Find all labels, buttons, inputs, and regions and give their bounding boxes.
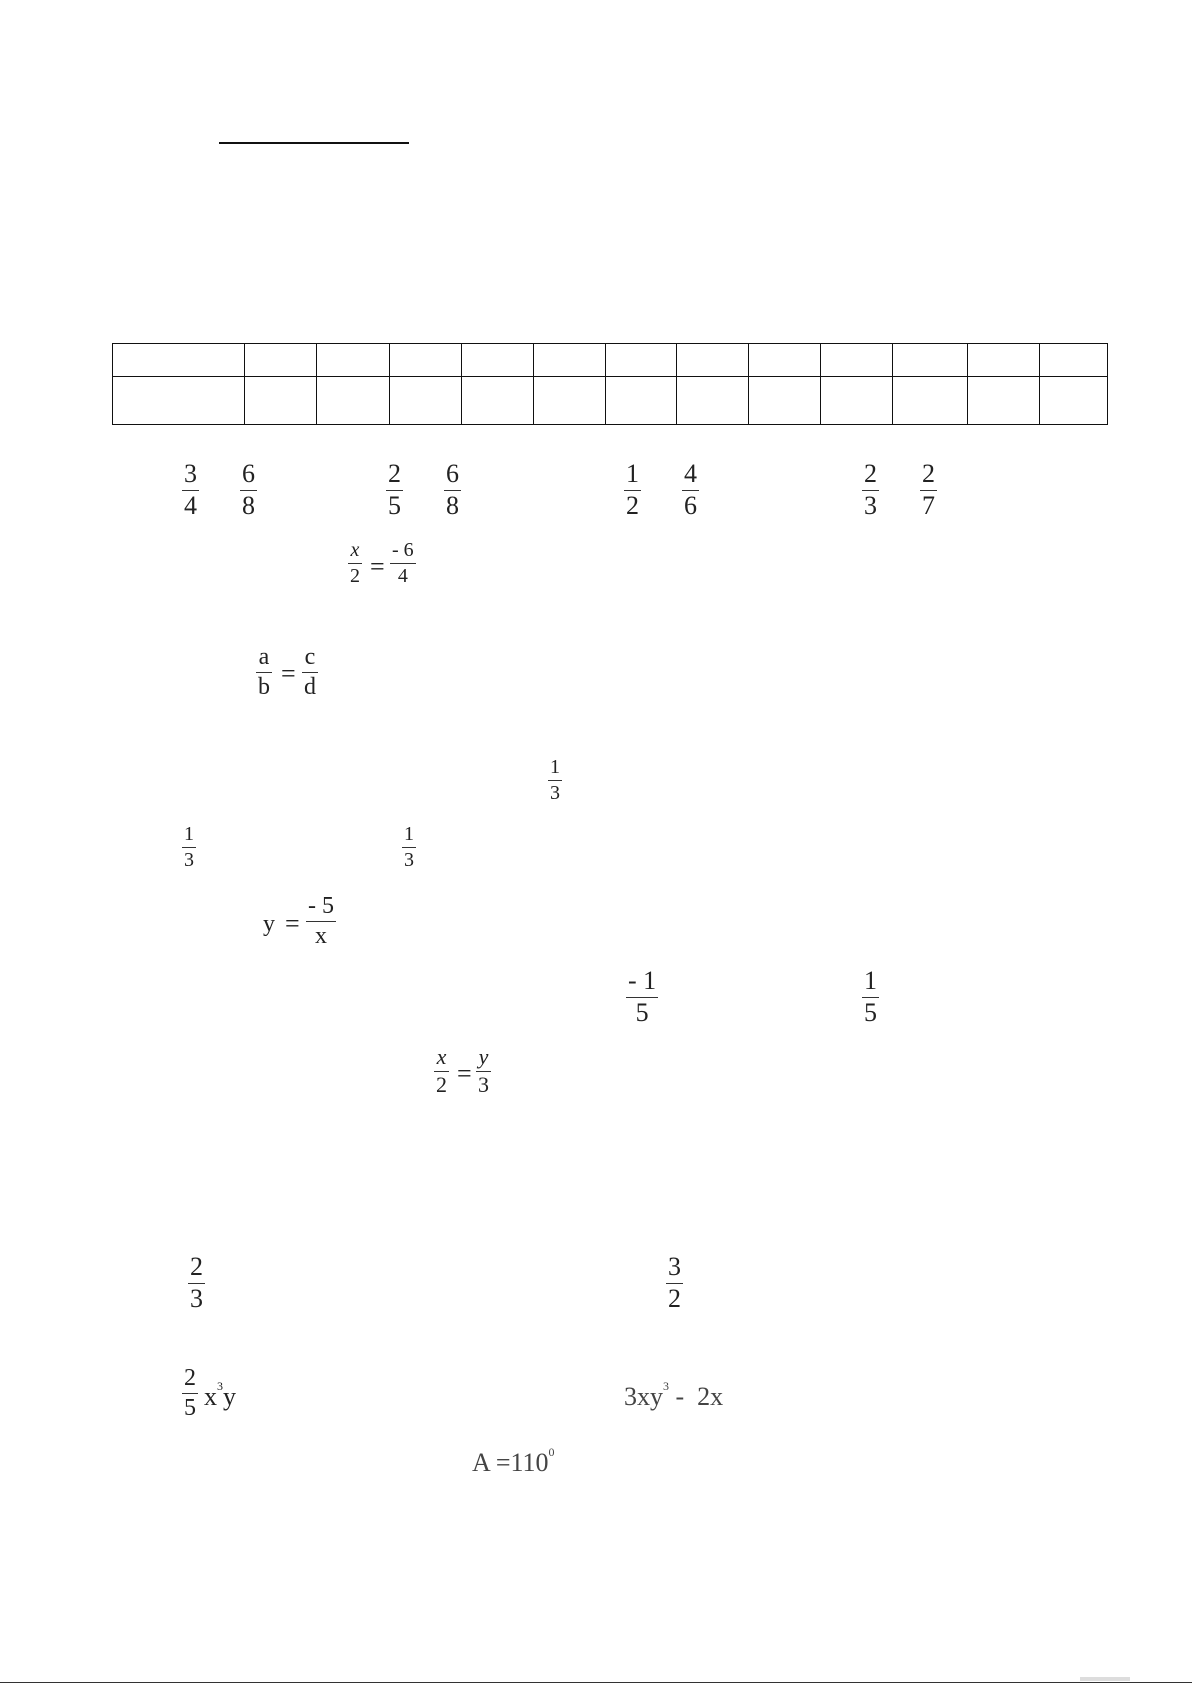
equals-sign: =	[281, 659, 296, 688]
denominator: b	[258, 674, 270, 700]
table-cell	[968, 344, 1040, 377]
numerator: 3	[184, 459, 197, 488]
fraction	[862, 461, 879, 519]
fraction	[434, 1046, 449, 1096]
polynomial-term: 3xy	[624, 1382, 663, 1411]
answer-table	[112, 343, 1108, 425]
equals-sign: =	[457, 1059, 472, 1088]
fraction	[390, 540, 416, 586]
numerator: 1	[184, 823, 194, 845]
table-cell	[893, 344, 968, 377]
denominator: x	[315, 923, 327, 949]
table-cell	[606, 377, 677, 425]
fraction	[240, 461, 257, 519]
table-cell	[606, 344, 677, 377]
equals-sign: =	[285, 909, 300, 938]
fraction	[402, 824, 416, 870]
fraction	[682, 461, 699, 519]
denominator: 5	[184, 1395, 196, 1421]
table-cell	[821, 344, 893, 377]
denominator: 2	[436, 1072, 447, 1097]
table-cell	[893, 377, 968, 425]
numerator: 2	[864, 459, 877, 488]
monomial-variables	[204, 1379, 236, 1411]
fraction	[182, 461, 199, 519]
table-cell	[821, 377, 893, 425]
denominator: 3	[478, 1072, 489, 1097]
denominator: 4	[397, 565, 408, 587]
numerator: 1	[404, 823, 414, 845]
denominator: 5	[635, 998, 649, 1027]
denominator: 3	[184, 849, 194, 871]
scan-mark	[1080, 1677, 1130, 1681]
table-cell	[534, 377, 606, 425]
fraction	[348, 540, 362, 586]
denominator: 5	[388, 491, 401, 520]
table-cell	[390, 377, 462, 425]
table-cell	[677, 377, 749, 425]
fraction	[624, 461, 641, 519]
table-cell	[245, 344, 317, 377]
numerator: 1	[550, 756, 560, 778]
numerator: 2	[184, 1365, 196, 1391]
numerator: 4	[684, 459, 697, 488]
denominator: 8	[446, 491, 459, 520]
table-cell	[390, 344, 462, 377]
numerator: 1	[626, 459, 639, 488]
table-cell	[462, 344, 534, 377]
numerator: 2	[922, 459, 935, 488]
fraction	[444, 461, 461, 519]
base-x: x	[204, 1382, 217, 1411]
numerator: 1	[864, 966, 877, 995]
numerator: x	[436, 1044, 447, 1069]
answer-blank-line	[219, 142, 409, 144]
table-row	[113, 377, 1108, 425]
table-cell	[749, 344, 821, 377]
fraction	[182, 824, 196, 870]
exponent: 3	[663, 1379, 669, 1393]
table-cell	[113, 377, 245, 425]
table-cell	[317, 377, 390, 425]
angle-label: A	[472, 1448, 490, 1477]
fraction	[862, 968, 879, 1026]
denominator: 2	[350, 565, 360, 587]
table-cell	[677, 344, 749, 377]
denominator: 3	[864, 491, 877, 520]
table-cell	[113, 344, 245, 377]
numerator: 6	[242, 459, 255, 488]
angle-value: =110	[489, 1448, 549, 1477]
table-cell	[317, 344, 390, 377]
fraction	[476, 1046, 491, 1096]
table-cell	[749, 377, 821, 425]
fraction	[182, 1366, 198, 1420]
polynomial	[624, 1379, 724, 1411]
fraction	[626, 968, 658, 1026]
fraction	[306, 894, 336, 948]
fraction	[920, 461, 937, 519]
table-cell	[1040, 344, 1108, 377]
fraction	[666, 1254, 683, 1312]
page-bottom-rule	[0, 1682, 1192, 1683]
base-y: y	[223, 1382, 236, 1411]
fraction	[302, 645, 318, 699]
fraction	[548, 757, 562, 803]
degree-superscript: 0	[548, 1445, 555, 1459]
numerator: 3	[668, 1252, 681, 1281]
variable-y: y	[263, 911, 275, 937]
numerator: 6	[446, 459, 459, 488]
numerator: c	[304, 644, 316, 670]
table-row	[113, 344, 1108, 377]
numerator: 2	[388, 459, 401, 488]
equals-sign: =	[370, 552, 385, 581]
fraction	[188, 1254, 205, 1312]
angle-statement	[472, 1445, 555, 1477]
denominator: 7	[922, 491, 935, 520]
fraction	[256, 645, 272, 699]
denominator: 6	[684, 491, 697, 520]
fraction	[386, 461, 403, 519]
denominator: 3	[404, 849, 414, 871]
denominator: 5	[864, 998, 877, 1027]
table-cell	[1040, 377, 1108, 425]
denominator: 3	[190, 1284, 203, 1313]
denominator: 2	[626, 491, 639, 520]
table-cell	[534, 344, 606, 377]
numerator: a	[258, 644, 270, 670]
numerator: x	[350, 539, 360, 561]
numerator: 2	[190, 1252, 203, 1281]
denominator: 2	[668, 1284, 681, 1313]
table-cell	[968, 377, 1040, 425]
numerator: - 1	[628, 966, 657, 995]
polynomial-rest: - 2x	[669, 1382, 724, 1411]
denominator: d	[304, 674, 316, 700]
table-cell	[245, 377, 317, 425]
exponent: 3	[217, 1379, 223, 1393]
denominator: 4	[184, 491, 197, 520]
denominator: 3	[550, 782, 560, 804]
numerator: y	[478, 1044, 489, 1069]
table-cell	[462, 377, 534, 425]
denominator: 8	[242, 491, 255, 520]
numerator: - 5	[308, 893, 334, 919]
numerator: - 6	[392, 539, 414, 561]
